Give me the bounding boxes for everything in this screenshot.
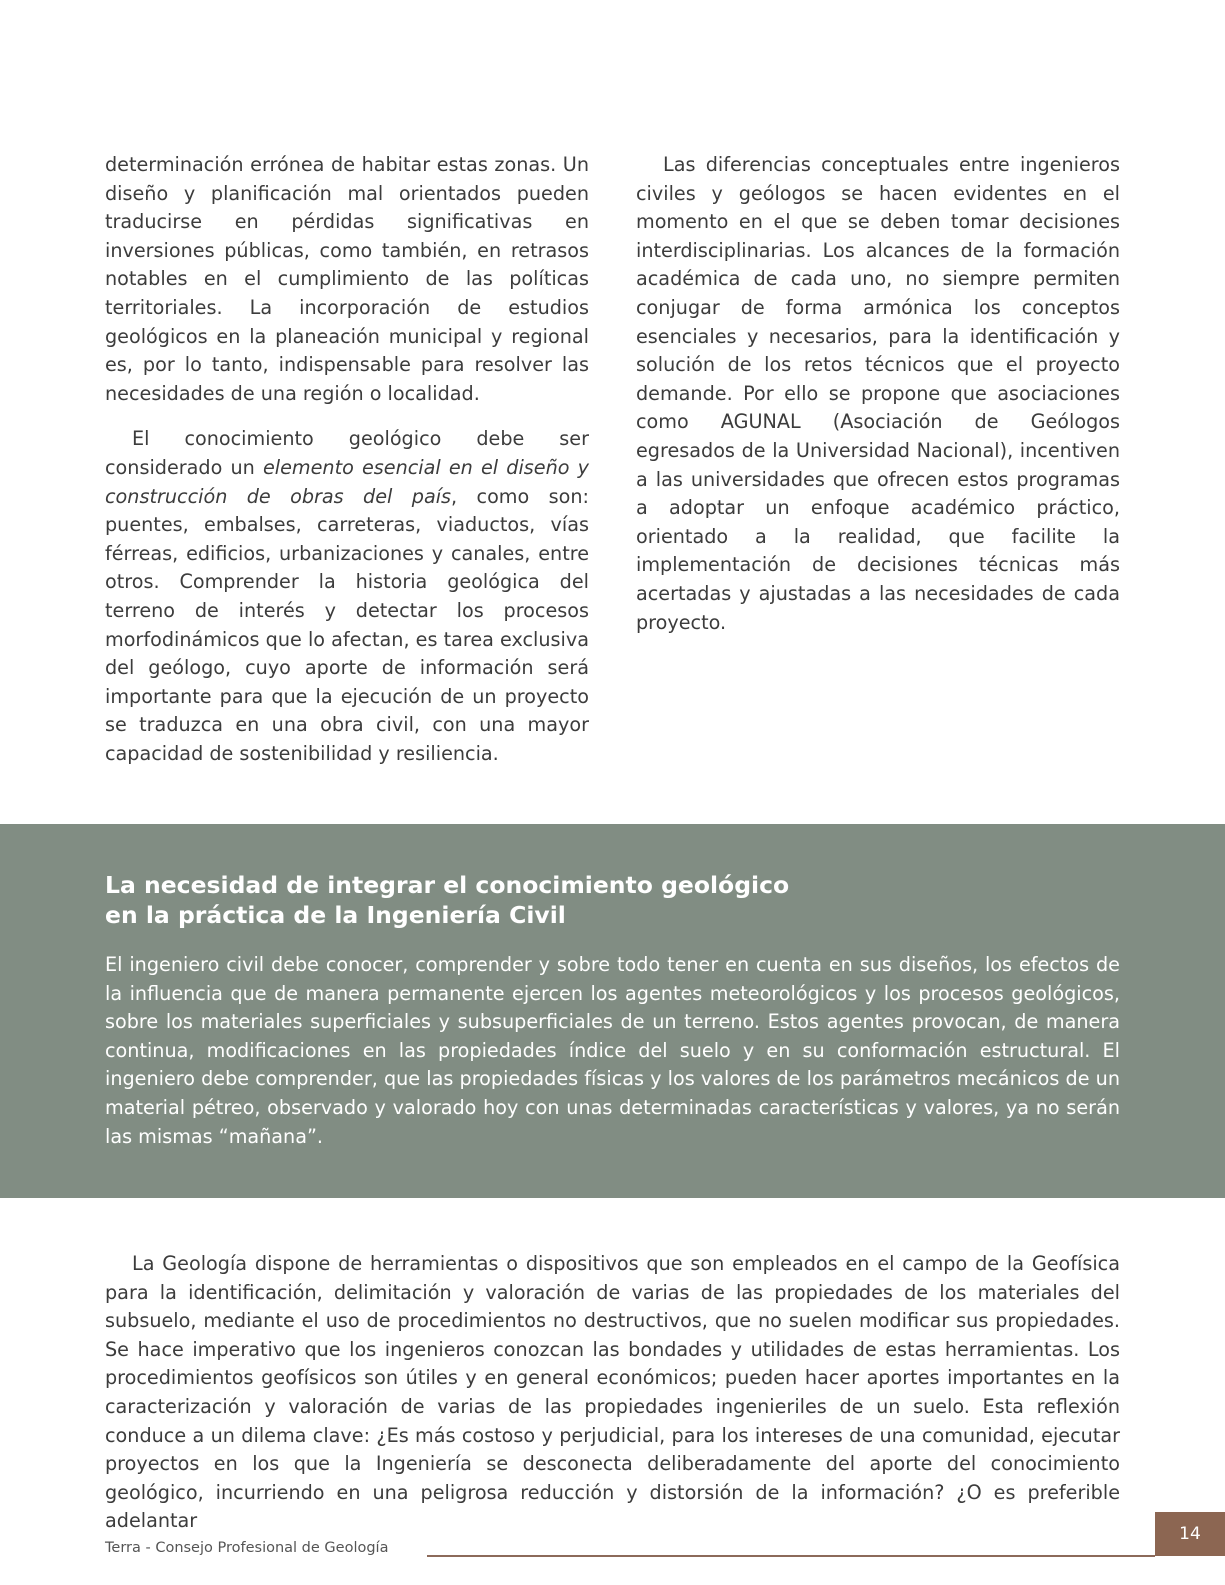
page-number: 14: [1155, 1512, 1225, 1556]
left-column: [105, 151, 589, 768]
left-paragraph-2-emphasis: elemento esencial en el diseño y construcción de obras del país: [105, 455, 589, 508]
bottom-paragraph: La Geología dispone de herramientas o dispositivos que son empleados en el campo de la Geofísica para la identificación, delimitación y valoración de varias de las propiedades de los materiales del subsuelo, mediante el uso de procedimientos no destructivos, que no suelen modificar sus propiedades. Se hace imperativo que los ingenieros conozcan las bondades y utilidades de estas herramientas. Los procedimientos geofísicos son útiles y en general económicos; pueden hacer aportes importantes en la caracterización y valoración de varias de las propiedades ingenieriles de un suelo. Esta reflexión conduce a un dilema clave: ¿Es más costoso y perjudicial, para los intereses de una comunidad, ejecutar proyectos en los que la Ingeniería se desconecta deliberadamente del aporte del conocimiento geológico, incurriendo en una peligrosa reducción y distorsión de la información? ¿O es preferible adelantar: [105, 1252, 1120, 1533]
highlight-title-line-1: La necesidad de integrar el conocimiento geológico: [105, 871, 790, 899]
highlight-box: [0, 824, 1225, 1198]
highlight-title-line-2: en la práctica de la Ingeniería Civil: [105, 901, 566, 929]
footer-divider: [427, 1555, 1155, 1557]
right-paragraph-1: Las diferencias conceptuales entre ingenieros civiles y geólogos se hacen evidentes en el momento en el que se deben tomar decisiones interdisciplinarias. Los alcances de la formación académica de cada uno, no siempre permiten conjugar de forma armónica los conceptos esenciales y necesarios, para la identificación y solución de los retos técnicos que el proyecto demande. Por ello se propone que asociaciones como AGUNAL (Asociación de Geólogos egresados de la Universidad Nacional), incentiven a las universidades que ofrecen estos programas a adoptar un enfoque académico práctico, orientado a la realidad, que facilite la implementación de decisiones técnicas más acertadas y ajustadas a las necesidades de cada proyecto.: [636, 153, 1120, 634]
highlight-title: [105, 870, 825, 930]
right-column: [636, 151, 1120, 637]
left-paragraph-2-start: El conocimiento geológico debe ser considerado un: [105, 427, 589, 479]
highlight-body: El ingeniero civil debe conocer, comprender y sobre todo tener en cuenta en sus diseños, los efectos de la influencia que de manera permanente ejercen los agentes meteorológicos y los procesos geológicos, sobre los materiales superficiales y subsuperficiales de un terreno. Estos agentes provocan, de manera continua, modificaciones en las propiedades índice del suelo y en su conformación estructural. El ingeniero debe comprender, que las propiedades físicas y los valores de los parámetros mecánicos de un material pétreo, observado y valorado hoy con unas determinadas características y valores, ya no serán las mismas “mañana”.: [105, 953, 1120, 1148]
left-paragraph-2-end: , como son: puentes, embalses, carreteras, viaductos, vías férreas, edificios, urbanizaciones y canales, entre otros. Comprender la historia geológica del terreno de interés y detectar los procesos morfodinámicos que lo afectan, es tarea exclusiva del geólogo, cuyo aporte de información será importante para que la ejecución de un proyecto se traduzca en una obra civil, con una mayor capacidad de sostenibilidad y resiliencia.: [105, 484, 589, 765]
left-paragraph-1: determinación errónea de habitar estas zonas. Un diseño y planificación mal orientados pueden traducirse en pérdidas significativas en inversiones públicas, como también, en retrasos notables en el cumplimiento de las políticas territoriales. La incorporación de estudios geológicos en la planeación municipal y regional es, por lo tanto, indispensable para resolver las necesidades de una región o localidad.: [105, 153, 589, 405]
footer-publication: Terra - Consejo Profesional de Geología: [105, 1540, 389, 1556]
left-paragraph-2: [105, 425, 589, 768]
